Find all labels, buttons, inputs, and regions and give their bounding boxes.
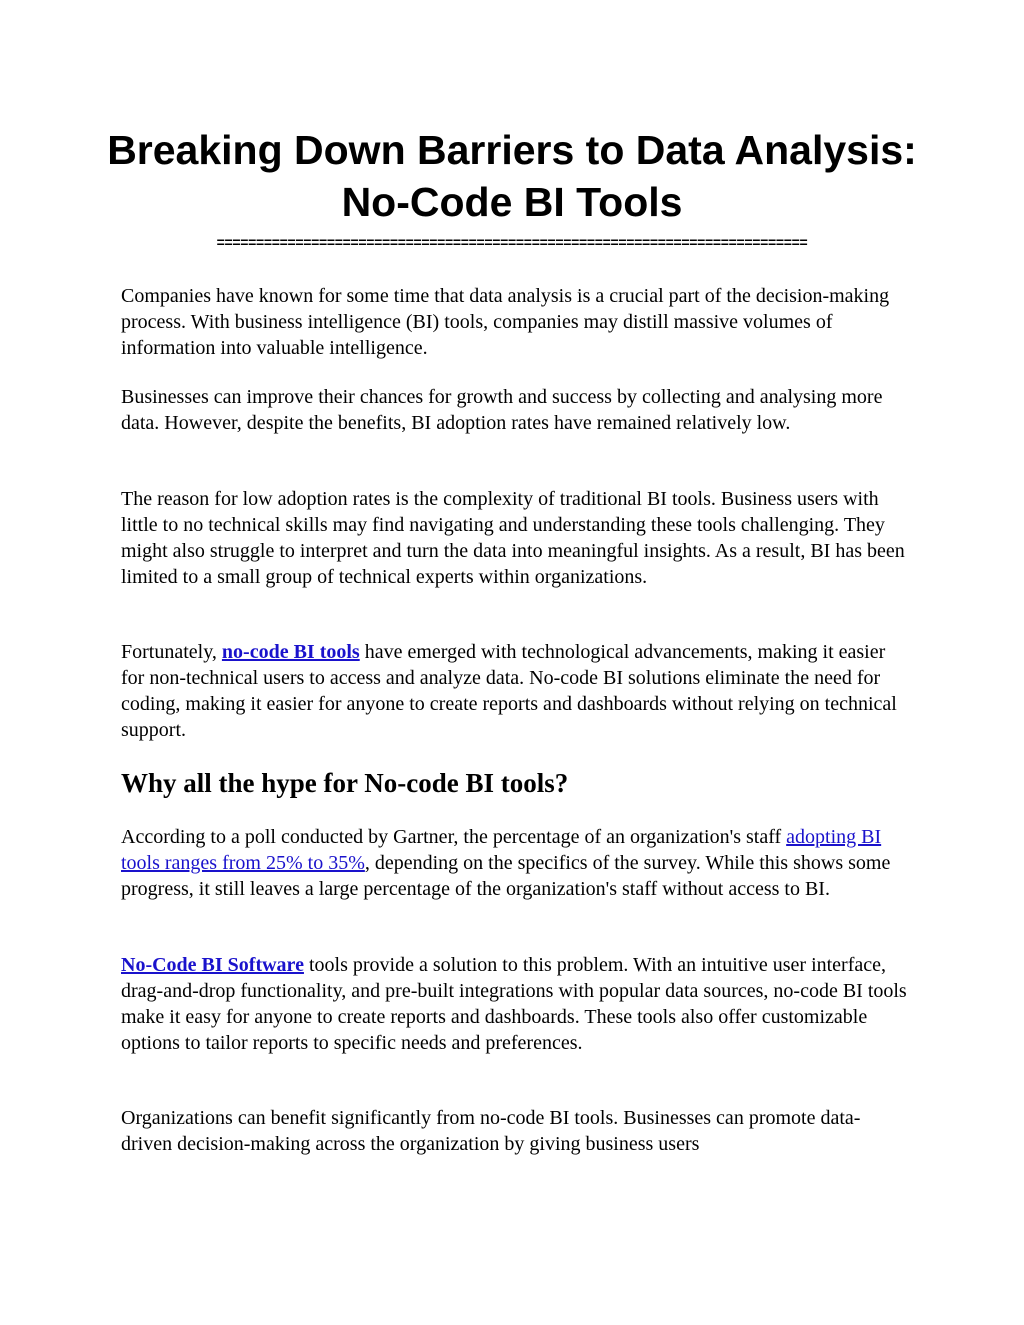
paragraph-text: , depending on the specifics of the survey. While this shows some progress, it still leaves a large percentage of the organization's staff without access to BI. (121, 852, 891, 900)
no-code-bi-software-link[interactable]: No-Code BI Software (121, 954, 304, 976)
paragraph-text: According to a poll conducted by Gartner, the percentage of an organization's staff (121, 826, 787, 848)
paragraph-text: Fortunately, (121, 641, 222, 663)
paragraph-intro: Companies have known for some time that data analysis is a crucial part of the decision-making process. With business intelligence (BI) tools, companies may distill massive volumes of information into valuable intelligence. (121, 285, 890, 359)
section-heading: Why all the hype for No-code BI tools? (121, 768, 569, 798)
paragraph-gartner (121, 824, 911, 902)
no-code-bi-tools-link[interactable]: no-code BI tools (221, 641, 360, 663)
paragraph-benefits: Organizations can benefit significantly from no-code BI tools. Businesses can promote data-driven decision-making across the organization by giving business users (121, 1107, 861, 1155)
title-separator: =========================================================================== (216, 234, 808, 250)
paragraph-complexity: The reason for low adoption rates is the complexity of traditional BI tools. Business users with little to no technical skills may find navigating and understanding these tools challenging. They might also struggle to interpret and turn the data into meaningful insights. As a result, BI has been limited to a small group of technical experts within organizations. (121, 488, 905, 588)
paragraph-software (121, 952, 911, 1056)
paragraph-growth: Businesses can improve their chances for growth and success by collecting and analysing more data. However, despite the benefits, BI adoption rates have remained relatively low. (121, 386, 883, 434)
paragraph-text: have emerged with technological advancements, making it easier for non-technical users to access and analyze data. No-code BI solutions eliminate the need for coding, making it easier for anyone to create reports and dashboards without relying on technical support. (121, 641, 897, 741)
paragraph-fortunately (121, 639, 911, 743)
document-title: Breaking Down Barriers to Data Analysis: No-Code BI Tools (107, 127, 917, 225)
paragraph-text: tools provide a solution to this problem. With an intuitive user interface, drag-and-drop functionality, and pre-built integrations with popular data sources, no-code BI tools make it easy for anyone to create reports and dashboards. These tools also offer customizable options to tailor reports to specific needs and preferences. (121, 954, 907, 1054)
adoption-rate-link[interactable]: adopting BI tools ranges from 25% to 35% (121, 826, 882, 874)
